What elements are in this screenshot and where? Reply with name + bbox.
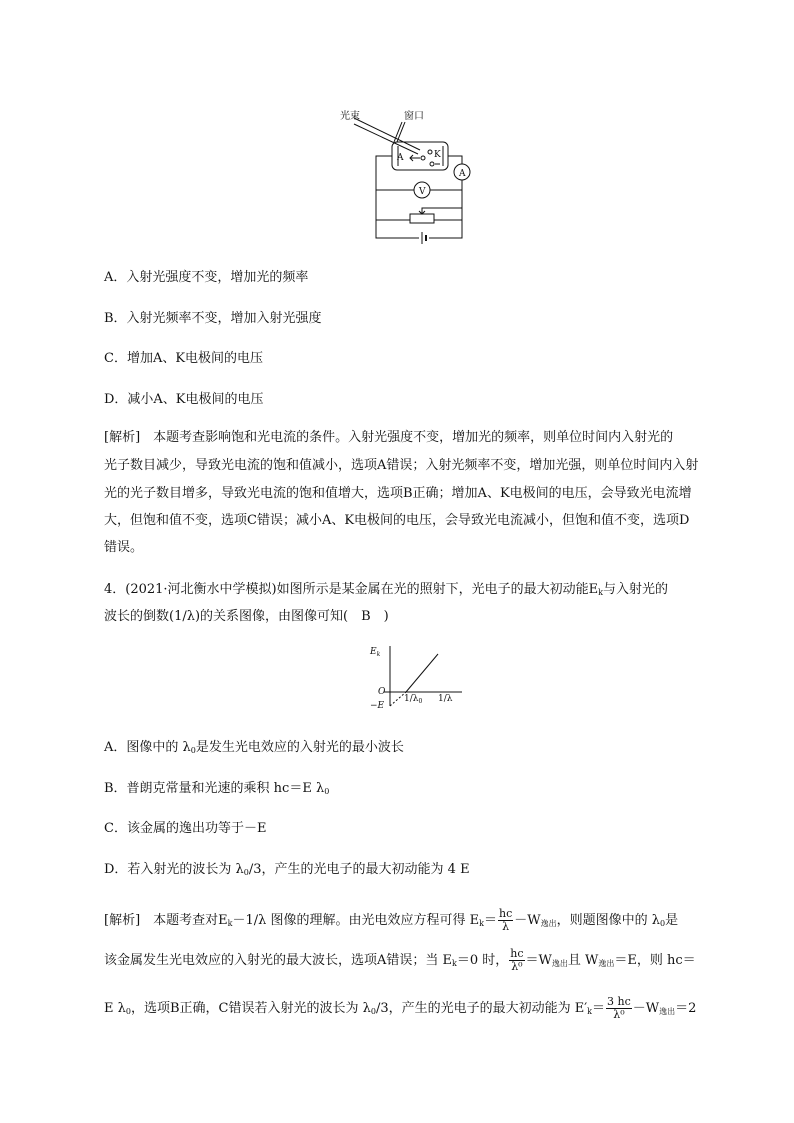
fraction-hc-over-lambda0: $\frac{hc}{\text{λ⁰}}$ [510,947,524,973]
light-beam-ray [354,124,418,154]
y-axis-label: $E_k$ [370,647,381,658]
q4-analysis-line: E $\lambda_0$，选项B正确，C错误若入射光的波长为 $\lambda_0/3$，产生的光电子的最大初动能为 $E'_k=$ $\frac{3 hc}{\text{λ⁰}}$ $-W_{逸出}=2$ [104,995,697,1021]
photoelectric-circuit-figure [340,108,480,246]
window-label: 窗口 [404,111,424,122]
q3-analysis-line: 错误。 [104,540,144,555]
wire [448,156,462,164]
fraction-3hc-over-lambda0: $\frac{3 hc}{\text{λ⁰}}$ [607,995,631,1021]
ek-vs-inverse-wavelength-graph [364,644,464,714]
q3-option-c: C．增加A、K电极间的电压 [104,351,264,366]
q3-analysis-line: 大，但饱和值不变，选项C错误；减小A、K电极间的电压，会导致光电流减小，但饱和值不变，选项D [104,513,690,528]
q3-option-d: D．减小A、K电极间的电压 [104,392,264,407]
ek-line [406,654,438,692]
voltmeter-label: V [419,187,426,197]
origin-label: O [378,687,386,697]
q4-option-d: D．若入射光的波长为 $\lambda_0/3$，产生的光电子的最大初动能为 4 E [104,862,470,877]
q4-analysis-line: 该金属发生光电效应的入射光的最大波长，选项A错误；当 $E_k=0$ 时， $\frac{hc}{\text{λ⁰}}$ $=W_{逸出}$且 $W_{逸出}=E$，则 hc＝ [104,947,696,973]
q4-analysis-line: [解析] 本题考查对$E_k-1/\lambda$ 图像的理解。由光电效应方程可得 $E_k=$ $\frac{hc}{\lambda}$ $-W_{逸出}$，则题图像中的 $\lambda_0$是 [104,907,679,933]
x-axis-label: 1/λ [438,694,453,704]
electrode-k-label: K [434,150,441,160]
electrode-a-label: A [397,153,404,163]
q3-option-b: B．入射光频率不变，增加入射光强度 [104,311,322,326]
rheostat-slider [422,208,462,214]
fraction-hc-over-lambda: $\frac{hc}{\lambda}$ [499,907,513,933]
rheostat [410,214,434,223]
x-tick-label: $1/\lambda_0$ [404,694,423,705]
light-beam-ray [354,118,420,150]
q4-option-c: C．该金属的逸出功等于－E [104,821,267,836]
q4-option-b: B．普朗克常量和光速的乘积 hc＝E $\lambda_0$ [104,781,330,796]
neg-e-label: −E [370,701,385,711]
q4-stem-line: 波长的倒数(1/λ)的关系图像，由图像可知( B ) [104,609,389,624]
ammeter-label: A [459,169,466,179]
beam-label: 光束 [340,111,360,122]
q3-option-a: A．入射光强度不变，增加光的频率 [104,270,309,285]
q3-analysis-line: 光子数目减少，导致光电流的饱和值减小，选项A错误；入射光频率不变，增加光强，则单位时间内入射 [104,458,699,473]
q4-option-a: A．图像中的 $\lambda_0$是发生光电效应的入射光的最小波长 [104,740,404,755]
q3-analysis-line: 光的光子数目增多，导致光电流的饱和值增大，选项B正确；增加A、K电极间的电压，会导致光电流增 [104,486,692,501]
q4-stem-line: 4．(2021·河北衡水中学模拟)如图所示是某金属在光的照射下，光电子的最大初动能$E_k$与入射光的 [104,582,668,597]
q3-analysis-line: [解析] 本题考查影响饱和光电流的条件。入射光强度不变，增加光的频率，则单位时间内入射光的 [104,430,674,445]
